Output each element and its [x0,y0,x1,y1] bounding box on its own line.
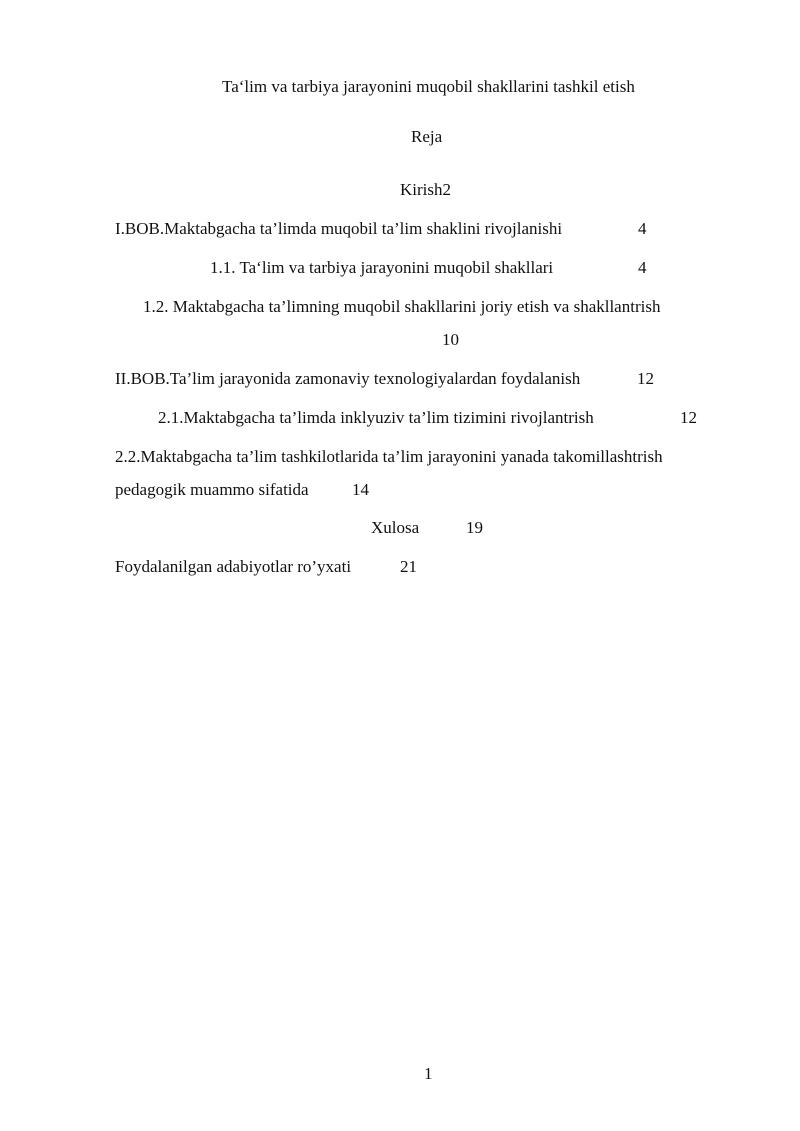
toc-page-number: 10 [442,330,459,349]
plan-heading: Reja [411,127,443,146]
toc-entry-section-2-1: 2.1.Maktabgacha ta’limda inklyuziv ta’lim tizimini rivojlantrish [158,408,594,427]
document-title: Ta‘lim va tarbiya jarayonini muqobil shakllarini tashkil etish [222,77,635,96]
toc-page-number: 2 [442,180,451,199]
toc-page-number: 14 [352,480,369,499]
page-number-footer: 1 [424,1064,433,1083]
toc-entry-intro [400,180,451,200]
toc-page-number: 4 [638,219,647,238]
toc-entry-section-1-2: 1.2. Maktabgacha ta’limning muqobil shakllarini joriy etish va shakllantrish [143,297,661,316]
toc-page-number: 19 [466,518,483,537]
toc-entry-chapter-1: I.BOB.Maktabgacha ta’limda muqobil ta’lim shaklini rivojlanishi [115,219,563,238]
toc-page-number: 4 [638,258,647,277]
toc-entry-references: Foydalanilgan adabiyotlar ro’yxati [115,557,352,576]
toc-entry-section-2-2-continued: pedagogik muammo sifatida [115,480,309,499]
toc-entry-chapter-2: II.BOB.Ta’lim jarayonida zamonaviy texnologiyalardan foydalanish [115,369,581,388]
toc-page-number: 12 [680,408,697,427]
toc-page-number: 12 [637,369,654,388]
toc-page-number: 21 [400,557,417,576]
toc-entry-label: Kirish [400,180,443,199]
toc-entry-conclusion: Xulosa [371,518,420,537]
toc-entry-section-1-1: 1.1. Ta‘lim va tarbiya jarayonini muqobil shakllari [210,258,554,277]
toc-entry-section-2-2: 2.2.Maktabgacha ta’lim tashkilotlarida ta’lim jarayonini yanada takomillashtrish [115,447,663,466]
